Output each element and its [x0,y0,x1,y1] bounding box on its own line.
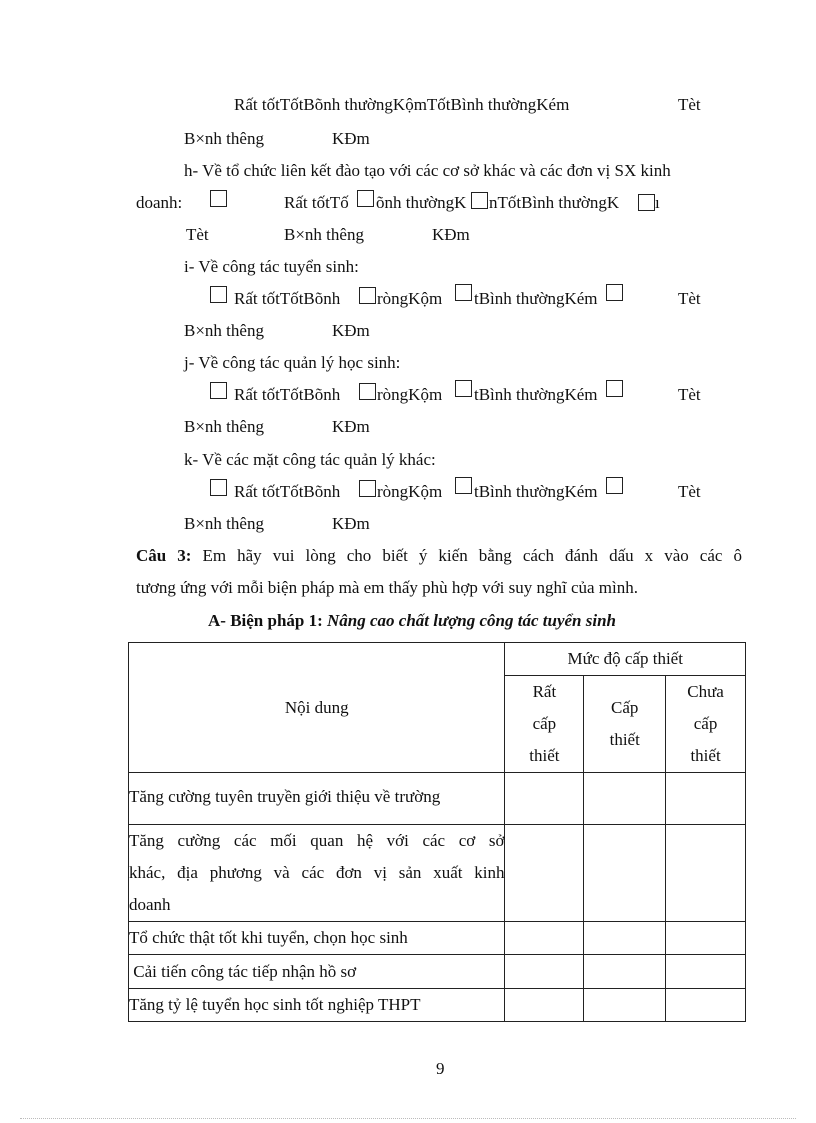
checkbox-j-3[interactable] [455,380,472,397]
col3-line: Chưa [687,682,724,701]
cell-not-necessary[interactable] [666,825,746,922]
rating-bad: KÐm [332,321,370,340]
col2-line: Cấp [611,698,639,717]
col-very-necessary-header [505,676,584,773]
col3-line: cấp [693,714,718,733]
question-j-title: j- Về công tác quản lý học sinh: [184,353,401,372]
content-header: Nội dung [129,643,505,773]
i-opt-text-1: Rất tốtTốtBõnh [234,289,341,308]
cell-necessary[interactable] [584,922,666,955]
row-line: Tăng cường các mối quan hệ với các cơ sở [129,831,505,850]
h-opt-text-2: õnh thườngK [376,193,467,212]
section-title: Nâng cao chất lượng công tác tuyển sinh [327,611,617,630]
checkbox-i-3[interactable] [455,284,472,301]
rating-normal: B×nh thêng [184,321,264,340]
survey-table [128,642,746,1022]
row-line: doanh [129,895,171,914]
table-row [129,825,746,922]
checkbox-i-4[interactable] [606,284,623,301]
cell-not-necessary[interactable] [666,989,746,1022]
k-opt-text-1: Rất tốtTốtBõnh [234,482,341,501]
table-row [129,922,746,955]
checkbox-h-2[interactable] [357,190,374,207]
row-content [129,825,505,922]
rating-normal: B×nh thêng [184,129,264,148]
question-3-line2: tương ứng với mỗi biện pháp mà em thấy phù hợp với suy nghĩ của mình. [136,578,638,597]
cell-very-necessary[interactable] [505,989,584,1022]
page-number: 9 [436,1059,445,1078]
row-content: Tăng cường tuyên truyền giới thiệu về trường [129,773,505,825]
h-opt-text-1: Rất tốtTố [284,193,349,212]
cell-very-necessary[interactable] [505,955,584,989]
i-opt-text-2: ròngKộm [377,289,443,308]
table-row [129,989,746,1022]
table-row [129,773,746,825]
question-i-title: i- Về công tác tuyển sinh: [184,257,359,276]
rating-good: Tèt [678,95,701,114]
col2-line: thiết [609,730,640,749]
section-heading [208,610,616,632]
checkbox-k-1[interactable] [210,479,227,496]
question-h-line1: h- Về tổ chức liên kết đào tạo với các cơ sở khác và các đơn vị SX kinh [184,161,671,180]
cell-not-necessary[interactable] [666,773,746,825]
cell-necessary[interactable] [584,773,666,825]
col3-line: thiết [690,746,721,765]
cell-very-necessary[interactable] [505,922,584,955]
checkbox-k-4[interactable] [606,477,623,494]
j-opt-text-2: ròngKộm [377,385,443,404]
page-bottom-divider [20,1118,796,1119]
level-header: Mức độ cấp thiết [505,643,746,676]
section-label: A- Biện pháp 1: [208,611,323,630]
rating-normal: B×nh thêng [184,514,264,533]
cell-necessary[interactable] [584,825,666,922]
rating-normal: B×nh thêng [184,417,264,436]
question-3-line1 [136,545,742,567]
rating-good: Tèt [186,225,209,244]
h-opt-text-4: ı [655,193,660,212]
cell-necessary[interactable] [584,989,666,1022]
checkbox-h-1[interactable] [210,190,227,207]
col-necessary-header [584,676,666,773]
row-content: Cải tiến công tác tiếp nhận hồ sơ [129,955,505,989]
question-3-label: Câu 3: [136,546,192,565]
rating-bad: KÐm [332,417,370,436]
col1-line: thiết [529,746,560,765]
rating-bad: KÐm [332,514,370,533]
k-opt-text-3: tBình thườngKém [474,482,598,501]
checkbox-i-1[interactable] [210,286,227,303]
rating-bad: KÐm [432,225,470,244]
checkbox-j-1[interactable] [210,382,227,399]
col1-line: Rất [532,682,557,701]
row-content: Tổ chức thật tốt khi tuyển, chọn học sinh [129,922,505,955]
h-opt-text-3: nTốtBình thườngK [489,193,620,212]
i-opt-text-3: tBình thườngKém [474,289,598,308]
checkbox-h-4[interactable] [638,194,655,211]
k-opt-text-2: ròngKộm [377,482,443,501]
j-opt-text-3: tBình thườngKém [474,385,598,404]
j-opt-text-1: Rất tốtTốtBõnh [234,385,341,404]
rating-good: Tèt [678,385,701,404]
question-3-text1: Em hãy vui lòng cho biết ý kiến bằng cách đánh dấu x vào các ô [202,546,742,565]
cell-necessary[interactable] [584,955,666,989]
cell-very-necessary[interactable] [505,773,584,825]
rating-good: Tèt [678,289,701,308]
cell-not-necessary[interactable] [666,955,746,989]
checkbox-h-3[interactable] [471,192,488,209]
col1-line: cấp [532,714,557,733]
rating-garbled-line: Rất tốtTốtBõnh thườngKộmTốtBình thườngKém [234,95,570,114]
row-line: khác, địa phương và các đơn vị sản xuất kinh [129,863,505,882]
question-h-line2-label: doanh: [136,193,183,212]
rating-good: Tèt [678,482,701,501]
checkbox-j-4[interactable] [606,380,623,397]
checkbox-j-2[interactable] [359,383,376,400]
rating-normal: B×nh thêng [284,225,364,244]
table-row [129,955,746,989]
cell-not-necessary[interactable] [666,922,746,955]
checkbox-k-2[interactable] [359,480,376,497]
col-not-necessary-header [666,676,746,773]
question-k-title: k- Về các mặt công tác quản lý khác: [184,450,436,469]
row-content: Tăng tỷ lệ tuyển học sinh tốt nghiệp THPT [129,989,505,1022]
cell-very-necessary[interactable] [505,825,584,922]
checkbox-k-3[interactable] [455,477,472,494]
checkbox-i-2[interactable] [359,287,376,304]
rating-bad: KÐm [332,129,370,148]
